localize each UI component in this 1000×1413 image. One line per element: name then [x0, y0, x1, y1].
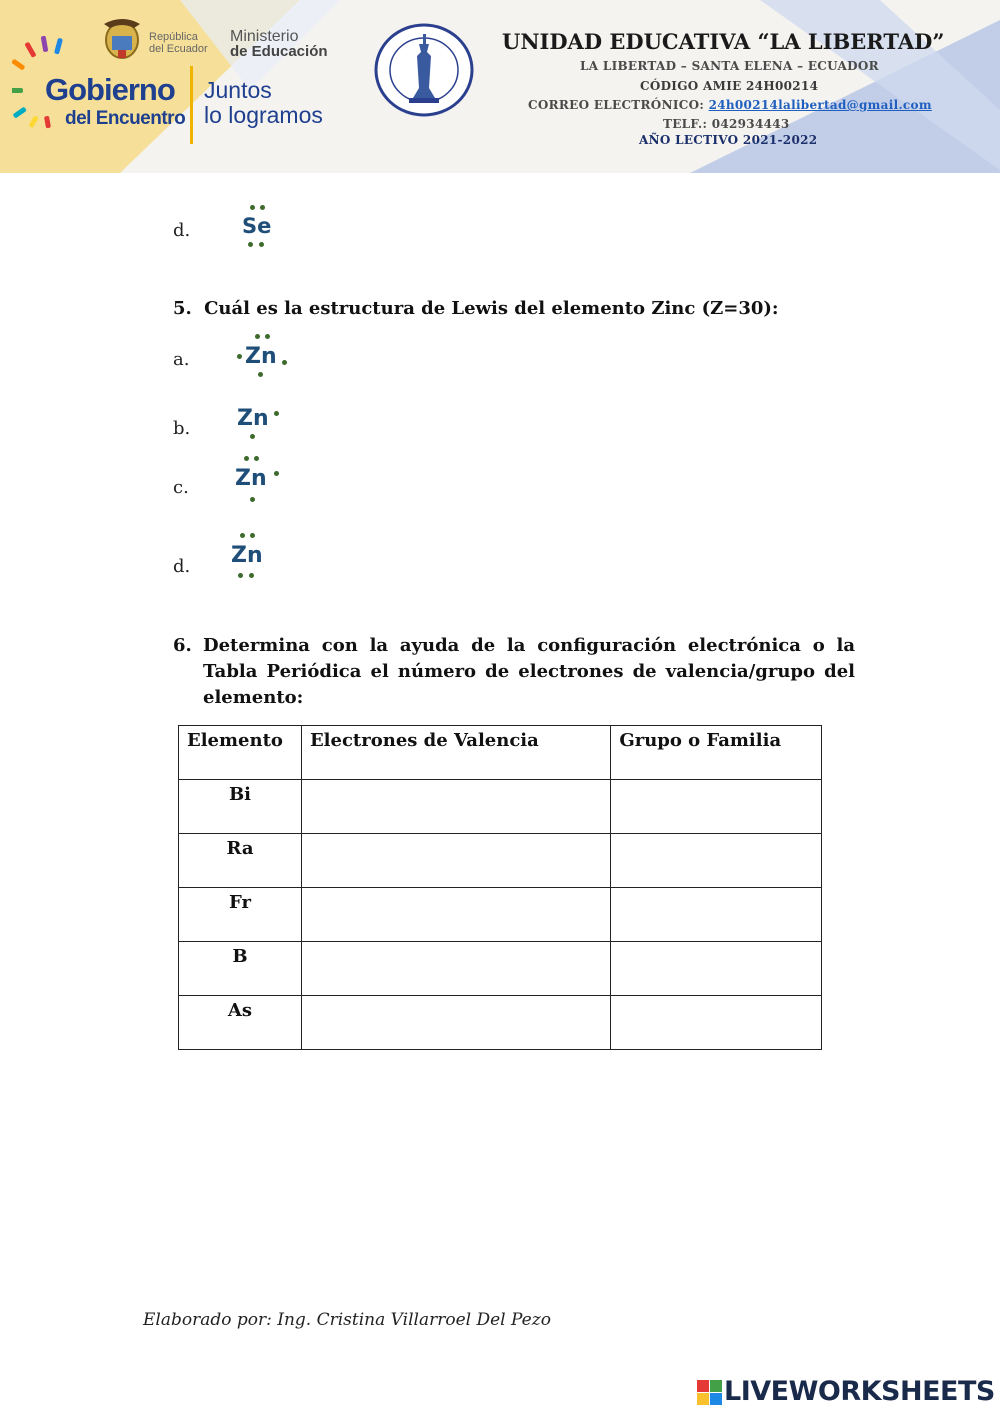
group-answer-cell[interactable] [611, 888, 822, 942]
group-answer-cell[interactable] [611, 834, 822, 888]
element-symbol: Zn [237, 406, 269, 431]
q5-option-a-label: a. [173, 349, 190, 370]
question-6 [173, 633, 855, 711]
table-row [179, 942, 822, 996]
republic-label: República del Ecuador [149, 31, 208, 55]
element-cell: Ra [179, 834, 302, 888]
header-divider [190, 66, 193, 144]
valence-answer-cell[interactable] [301, 834, 610, 888]
school-seal-icon [373, 22, 475, 118]
ministry-line2: de Educación [230, 43, 328, 60]
question-6-number: 6. [173, 635, 192, 656]
valence-answer-cell[interactable] [301, 780, 610, 834]
school-email-link[interactable]: 24h00214lalibertad@gmail.com [708, 98, 932, 112]
header-electrones: Electrones de Valencia [301, 726, 610, 780]
valence-answer-cell[interactable] [301, 942, 610, 996]
q5-option-c-label: c. [173, 477, 189, 498]
question-6-text: Determina con la ayuda de la configuración electrónica o la Tabla Periódica el número de electrones de valencia/grupo del elemento: [203, 635, 855, 708]
element-cell: B [179, 942, 302, 996]
valence-answer-cell[interactable] [301, 996, 610, 1050]
table-row [179, 996, 822, 1050]
gobierno-title: Gobierno [45, 72, 175, 107]
school-name: UNIDAD EDUCATIVA “LA LIBERTAD” [502, 29, 945, 54]
q4-option-d-lewis [236, 202, 286, 252]
school-email-row [528, 98, 932, 112]
element-symbol: Zn [235, 466, 267, 491]
slogan-line1: Juntos [204, 77, 272, 103]
q5-option-b-label: b. [173, 418, 191, 439]
table-row [179, 780, 822, 834]
table-row [179, 888, 822, 942]
school-location: LA LIBERTAD – SANTA ELENA – ECUADOR [580, 59, 879, 73]
school-phone: TELF.: 042934443 [663, 117, 790, 131]
ecuador-coat-of-arms-icon [98, 14, 146, 62]
question-5-number: 5. [173, 298, 192, 319]
liveworksheets-logo-icon [697, 1380, 723, 1406]
school-code: CÓDIGO AMIE 24H00214 [640, 79, 819, 93]
question-5 [173, 298, 779, 319]
valence-table [178, 725, 822, 1050]
element-cell: Fr [179, 888, 302, 942]
liveworksheets-brand[interactable]: LIVEWORKSHEETS [724, 1376, 995, 1407]
slogan-line2: lo logramos [204, 102, 323, 128]
q5-option-c-lewis [234, 452, 294, 508]
table-row [179, 834, 822, 888]
header-grupo: Grupo o Familia [611, 726, 822, 780]
school-year: AÑO LECTIVO 2021-2022 [639, 133, 818, 147]
group-answer-cell[interactable] [611, 942, 822, 996]
group-answer-cell[interactable] [611, 996, 822, 1050]
q4-option-d-label: d. [173, 220, 191, 241]
valence-answer-cell[interactable] [301, 888, 610, 942]
q5-option-b-lewis [234, 404, 294, 444]
group-answer-cell[interactable] [611, 780, 822, 834]
page-header [0, 0, 1000, 173]
email-label: CORREO ELECTRÓNICO: [528, 98, 705, 112]
element-symbol: Zn [231, 543, 263, 568]
element-cell: As [179, 996, 302, 1050]
element-symbol: Zn [245, 344, 277, 369]
header-elemento: Elemento [179, 726, 302, 780]
author-credit: Elaborado por: Ing. Cristina Villarroel Del Pezo [143, 1310, 551, 1330]
q5-option-d-label: d. [173, 556, 191, 577]
question-5-text: Cuál es la estructura de Lewis del elemento Zinc (Z=30): [204, 298, 779, 319]
gobierno-subtitle: del Encuentro [65, 108, 186, 129]
element-cell: Bi [179, 780, 302, 834]
q5-option-d-lewis [230, 530, 290, 586]
q5-option-a-lewis [234, 330, 294, 380]
table-header-row [179, 726, 822, 780]
element-symbol: Se [242, 214, 272, 238]
ministry-line1: Ministerio [230, 28, 299, 45]
